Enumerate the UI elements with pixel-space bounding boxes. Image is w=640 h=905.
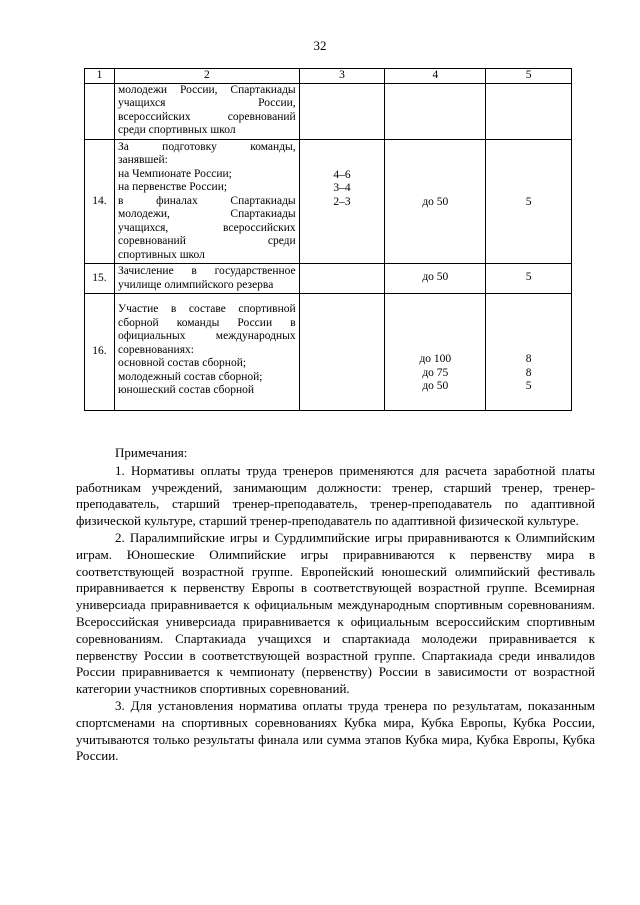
row-description bbox=[114, 83, 299, 139]
desc-line: соревнований среди bbox=[117, 235, 296, 247]
header-cell: 3 bbox=[299, 69, 385, 84]
coefficient-cell: 5 bbox=[486, 139, 572, 264]
place-range: 4–6 bbox=[333, 168, 351, 181]
desc-line: юношеский состав сборной bbox=[117, 384, 255, 396]
row-description bbox=[114, 294, 299, 411]
header-cell: 2 bbox=[114, 69, 299, 84]
coefficient: 8 bbox=[525, 366, 532, 379]
desc-line: официальных международных bbox=[117, 330, 296, 342]
desc-line: молодежи, Спартакиады bbox=[117, 208, 296, 220]
place-range: 2–3 bbox=[333, 195, 351, 208]
desc-line: всероссийских соревнований bbox=[117, 110, 296, 123]
table-row-16 bbox=[85, 294, 572, 411]
cell-empty bbox=[299, 294, 385, 411]
desc-line: среди спортивных школ bbox=[117, 124, 236, 136]
norm-value: до 100 bbox=[419, 353, 452, 365]
desc-line: молодежный состав сборной; bbox=[117, 370, 263, 383]
desc-line: Зачисление в государственное bbox=[117, 265, 296, 277]
desc-line: занявшей: bbox=[117, 154, 168, 166]
row-number: 16. bbox=[85, 294, 115, 411]
desc-line: на Чемпионате России; bbox=[117, 167, 232, 180]
coefficient: 8 bbox=[525, 353, 532, 365]
desc-line: За подготовку команды, bbox=[117, 140, 296, 153]
notes-title: Примечания: bbox=[115, 445, 188, 460]
desc-line: соревнованиях: bbox=[117, 343, 194, 356]
coefficient-cell bbox=[486, 294, 572, 411]
header-cell: 5 bbox=[486, 69, 572, 84]
desc-line: на первенстве России; bbox=[117, 181, 228, 193]
norms-table bbox=[84, 68, 572, 411]
desc-line: сборной команды России в bbox=[117, 316, 296, 329]
desc-line: спортивных школ bbox=[117, 248, 205, 261]
norm-value-cell: до 50 bbox=[385, 264, 486, 294]
desc-line: в финалах Спартакиады bbox=[117, 194, 296, 207]
header-cell: 1 bbox=[85, 69, 115, 84]
row-number: 14. bbox=[85, 139, 115, 264]
cell-empty bbox=[299, 264, 385, 294]
row-description bbox=[114, 139, 299, 264]
note-paragraph-3: 3. Для установления норматива оплаты труда тренера по результатам, показанным спортсменами на спортивных соревнованиях Кубка мира, Кубка Европы, Кубка России, учитываются только результаты финала или сумма этапов Кубка мира, Кубка Европы, Кубка России. bbox=[76, 697, 595, 764]
coefficient-cell: 5 bbox=[486, 264, 572, 294]
desc-line: учащихся, всероссийских bbox=[117, 221, 296, 234]
cell-empty bbox=[385, 83, 486, 139]
header-cell: 4 bbox=[385, 69, 486, 84]
desc-line: училище олимпийского резерва bbox=[117, 278, 274, 291]
norm-value: до 75 bbox=[422, 366, 449, 379]
norm-value: до 50 bbox=[422, 380, 449, 392]
desc-line: Участие в составе спортивной bbox=[117, 303, 296, 315]
note-paragraph-2: 2. Паралимпийские игры и Сурдлимпийские игры приравниваются к Олимпийским играм. Юношеские Олимпийские игры приравниваются к первенству мира в соответствующей возрастной группе. Европейский юношеский олимпийский фестиваль приравнивается к первенству Европы в соответствующей возрастной группе. Всемирная универсиада приравнивается к официальным международным спортивным соревнованиям. Всероссийская универсиада приравнивается к официальным всероссийским спортивным соревнованиям. Спартакиада учащихся и спартакиада молодежи приравнивается к первенству России в соответствующей возрастной группе. Спартакиада среди инвалидов России приравнивается к чемпионату (первенству) России в зависимости от возрастной категории участников спортивных соревнований. bbox=[76, 529, 595, 697]
norm-value-cell bbox=[385, 294, 486, 411]
note-paragraph-1: 1. Нормативы оплаты труда тренеров применяются для расчета заработной платы работникам учреждений, занимающим должности: тренер, старший тренер, тренер-преподаватель, старший тренер-преподаватель, тренер-преподаватель по адаптивной физической культуре, старший тренер-преподаватель по адаптивной физической культуре. bbox=[76, 462, 595, 529]
row-number bbox=[85, 83, 115, 139]
table-header-row bbox=[85, 69, 572, 84]
page-number: 32 bbox=[313, 38, 327, 53]
desc-line: основной состав сборной; bbox=[117, 357, 247, 369]
table-row-14 bbox=[85, 139, 572, 264]
row-number: 15. bbox=[85, 264, 115, 294]
place-range-cell bbox=[299, 139, 385, 264]
desc-line: учащихся России, bbox=[117, 97, 296, 109]
cell-empty bbox=[486, 83, 572, 139]
row-description bbox=[114, 264, 299, 294]
cell-empty bbox=[299, 83, 385, 139]
norm-value-cell: до 50 bbox=[385, 139, 486, 264]
coefficient: 5 bbox=[525, 380, 532, 392]
table-row-15 bbox=[85, 264, 572, 294]
desc-line: молодежи России, Спартакиады bbox=[117, 83, 296, 96]
notes-section bbox=[76, 445, 595, 765]
table-row-continuation bbox=[85, 83, 572, 139]
place-range: 3–4 bbox=[333, 182, 351, 194]
